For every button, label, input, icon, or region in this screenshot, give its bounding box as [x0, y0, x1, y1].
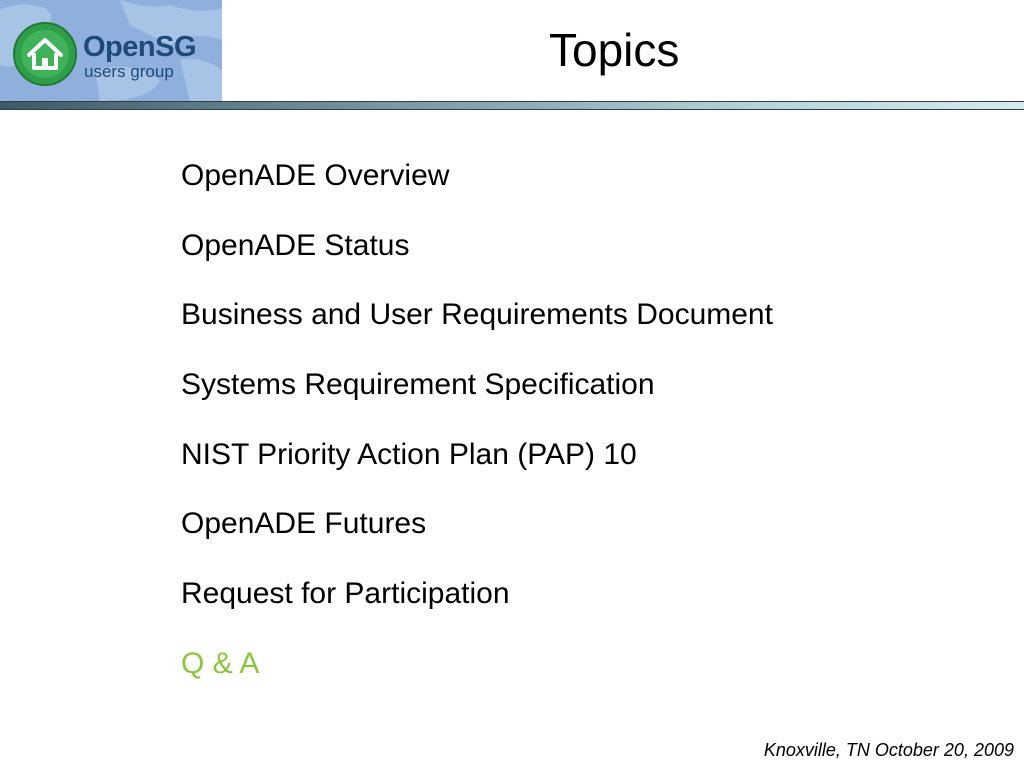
slide-title: Topics — [549, 24, 680, 76]
opensg-logo — [0, 0, 222, 101]
topic-item-qa: Q & A — [181, 646, 260, 680]
logo-title: OpenSG — [83, 31, 197, 63]
topics-list — [181, 158, 773, 716]
topic-item: Business and User Requirements Document — [181, 298, 773, 332]
topic-item: NIST Priority Action Plan (PAP) 10 — [181, 437, 637, 471]
footer-location-date: Knoxville, TN October 20, 2009 — [763, 740, 1014, 760]
topic-item: Systems Requirement Specification — [181, 368, 655, 402]
topic-item: OpenADE Status — [181, 228, 410, 262]
logo-subtitle: users group — [84, 62, 174, 81]
header-divider — [0, 101, 1024, 110]
topic-item: OpenADE Futures — [181, 507, 427, 541]
topic-item: OpenADE Overview — [181, 159, 450, 192]
topic-item: Request for Participation — [181, 577, 510, 611]
